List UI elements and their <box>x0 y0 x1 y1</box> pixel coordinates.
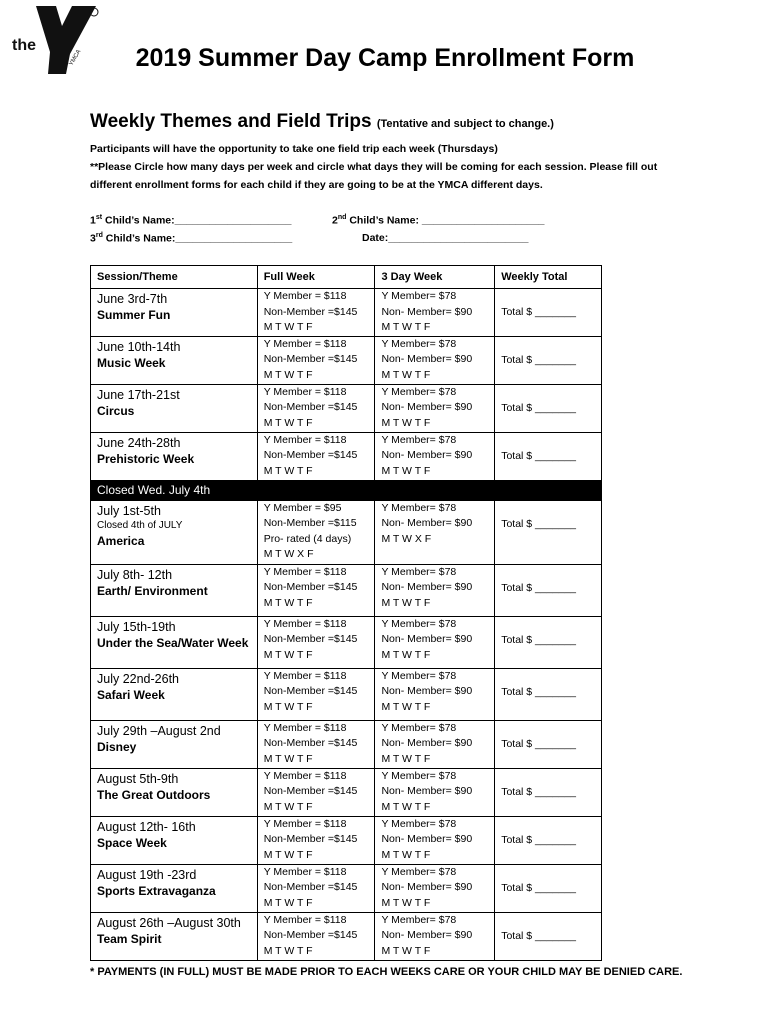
three-day-line: Non- Member= $90 <box>381 785 473 797</box>
session-date: June 24th-28th <box>97 435 181 450</box>
three-day-line: M T W T F <box>381 464 431 477</box>
session-date: June 3rd-7th <box>97 292 168 306</box>
three-day-line: Y Member= $78 <box>381 865 457 878</box>
session-date: August 5th-9th <box>97 771 179 786</box>
table-row <box>91 816 602 864</box>
weekly-total-field[interactable]: Total $ _______ <box>501 633 576 646</box>
circle-instructions: **Please Circle how many days per week and circle what days they will be coming for each session. Please fill out different enrollment forms for each child if they are going to be at the YMCA different days. <box>90 161 658 191</box>
weekly-total-field[interactable]: Total $ _______ <box>501 785 576 798</box>
three-day-line: Y Member= $78 <box>381 501 457 514</box>
closed-notice: Closed Wed. July 4th <box>91 480 258 500</box>
session-cell <box>91 616 258 668</box>
full-week-line: M T W T F <box>263 800 313 813</box>
full-week-line: Non-Member =$145 <box>263 929 358 941</box>
session-theme: Disney <box>97 739 137 754</box>
session-theme: Under the Sea/Water Week <box>97 635 249 650</box>
full-week-line: Non-Member =$145 <box>263 305 358 318</box>
three-day-cell[interactable] <box>375 816 495 864</box>
three-day-line: M T W T F <box>381 752 431 765</box>
weekly-total-cell[interactable] <box>495 564 602 616</box>
full-week-cell[interactable] <box>257 668 375 720</box>
full-week-line: Non-Member =$145 <box>263 449 358 461</box>
weekly-total-field[interactable]: Total $ _______ <box>501 353 576 366</box>
child3-name-field[interactable]: 3rd Child’s Name:____________________ <box>90 232 293 245</box>
weekly-total-field[interactable]: Total $ _______ <box>501 737 576 750</box>
full-week-line: M T W T F <box>263 464 313 477</box>
table-row <box>91 564 602 616</box>
full-week-cell[interactable] <box>257 720 375 768</box>
three-day-line: M T W T F <box>381 896 431 909</box>
session-theme: Summer Fun <box>97 308 171 322</box>
full-week-line: Y Member = $118 <box>263 913 347 926</box>
session-cell <box>91 668 258 720</box>
three-day-cell[interactable] <box>375 336 495 384</box>
session-cell <box>91 336 258 384</box>
three-day-line: Non- Member= $90 <box>381 737 473 749</box>
full-week-line: M T W T F <box>263 848 313 861</box>
session-date: July 22nd-26th <box>97 671 180 686</box>
three-day-cell[interactable] <box>375 289 495 337</box>
full-week-line: M T W T F <box>263 416 313 429</box>
weekly-total-field[interactable]: Total $ _______ <box>501 449 576 462</box>
three-day-cell[interactable] <box>375 384 495 432</box>
weekly-total-field[interactable]: Total $ _______ <box>501 833 576 846</box>
three-day-cell[interactable] <box>375 564 495 616</box>
table-row <box>91 864 602 912</box>
session-theme: Sports Extravaganza <box>97 883 216 898</box>
full-week-line: Non-Member =$145 <box>263 401 358 413</box>
session-cell <box>91 912 258 960</box>
weekly-total-cell[interactable] <box>495 289 602 337</box>
session-subnote: Closed 4th of JULY <box>97 519 183 531</box>
session-theme: Music Week <box>97 355 166 370</box>
weekly-total-cell[interactable] <box>495 384 602 432</box>
full-week-line: Y Member = $118 <box>263 865 347 878</box>
full-week-line: Y Member = $118 <box>263 769 347 782</box>
child1-name-field[interactable]: 1st Child’s Name:____________________ <box>90 214 292 227</box>
table-row <box>91 668 602 720</box>
closed-notice-row <box>91 480 602 500</box>
section-heading-text: Weekly Themes and Field Trips <box>90 111 372 132</box>
session-cell <box>91 720 258 768</box>
three-day-line: Non- Member= $90 <box>381 833 473 845</box>
weekly-total-cell[interactable] <box>495 668 602 720</box>
session-date: June 10th-14th <box>97 339 181 354</box>
three-day-line: M T W T F <box>381 596 431 609</box>
session-date: August 26th –August 30th <box>97 915 241 930</box>
session-date: June 17th-21st <box>97 387 180 402</box>
weekly-total-cell[interactable] <box>495 500 602 564</box>
three-day-cell[interactable] <box>375 668 495 720</box>
three-day-line: Y Member= $78 <box>381 669 457 682</box>
session-theme: America <box>97 533 145 548</box>
three-day-line: Y Member= $78 <box>381 433 457 446</box>
full-week-cell[interactable] <box>257 616 375 668</box>
three-day-line: Non- Member= $90 <box>381 685 473 697</box>
three-day-line: M T W T F <box>381 321 431 333</box>
full-week-line: M T W T F <box>263 700 313 713</box>
full-week-line: Y Member = $118 <box>263 337 347 350</box>
three-day-line: M T W T F <box>381 368 431 381</box>
three-day-line: M T W T F <box>381 416 431 429</box>
weekly-total-field[interactable]: Total $ _______ <box>501 401 576 414</box>
three-day-cell[interactable] <box>375 864 495 912</box>
full-week-cell[interactable] <box>257 768 375 816</box>
full-week-cell[interactable] <box>257 500 375 564</box>
three-day-line: Y Member= $78 <box>381 817 457 830</box>
three-day-line: Y Member= $78 <box>381 721 457 734</box>
weekly-total-field[interactable]: Total $ _______ <box>501 685 576 698</box>
three-day-cell[interactable] <box>375 616 495 668</box>
table-row <box>91 432 602 480</box>
three-day-line: Y Member= $78 <box>381 337 457 350</box>
date-field[interactable]: Date:________________________ <box>362 232 529 244</box>
table-row <box>91 768 602 816</box>
table-row <box>91 912 602 960</box>
weekly-total-cell[interactable] <box>495 912 602 960</box>
header-session: Session/Theme <box>91 266 258 289</box>
three-day-line: Y Member= $78 <box>381 290 457 302</box>
full-week-line: Y Member = $118 <box>263 433 347 446</box>
header-weekly-total: Weekly Total <box>495 266 602 289</box>
session-date: August 19th -23rd <box>97 867 197 882</box>
weekly-total-cell[interactable] <box>495 864 602 912</box>
weekly-total-cell[interactable] <box>495 432 602 480</box>
closed-empty-cell <box>257 480 375 500</box>
full-week-line: Y Member = $118 <box>263 721 347 734</box>
session-cell <box>91 500 258 564</box>
full-week-cell[interactable] <box>257 432 375 480</box>
weekly-total-cell[interactable] <box>495 616 602 668</box>
weekly-total-field[interactable]: Total $ _______ <box>501 881 576 894</box>
full-week-line: M T W T F <box>263 944 313 957</box>
three-day-line: Non- Member= $90 <box>381 929 473 941</box>
session-date: July 29th –August 2nd <box>97 723 221 738</box>
weekly-total-cell[interactable] <box>495 720 602 768</box>
session-theme: Space Week <box>97 835 167 850</box>
closed-empty-cell <box>495 480 602 500</box>
full-week-line: Y Member = $118 <box>263 290 347 302</box>
three-day-line: Non- Member= $90 <box>381 517 473 529</box>
full-week-line: Y Member = $118 <box>263 385 347 398</box>
full-week-line: Y Member = $95 <box>263 501 342 514</box>
logo-the-text: the <box>12 37 36 54</box>
three-day-line: Y Member= $78 <box>381 385 457 398</box>
three-day-line: Non- Member= $90 <box>381 353 473 365</box>
full-week-cell[interactable] <box>257 384 375 432</box>
header-3-day-week: 3 Day Week <box>375 266 495 289</box>
full-week-cell[interactable] <box>257 816 375 864</box>
full-week-line: M T W T F <box>263 752 313 765</box>
full-week-line: Y Member = $118 <box>263 669 347 682</box>
closed-empty-cell <box>375 480 495 500</box>
session-theme: Prehistoric Week <box>97 451 195 466</box>
table-row <box>91 336 602 384</box>
session-cell <box>91 816 258 864</box>
full-week-cell[interactable] <box>257 564 375 616</box>
three-day-line: M T W T F <box>381 944 431 957</box>
three-day-line: M T W T F <box>381 848 431 861</box>
page-title: 2019 Summer Day Camp Enrollment Form <box>135 44 635 72</box>
full-week-line: M T W T F <box>263 596 313 609</box>
full-week-line: Non-Member =$145 <box>263 353 358 365</box>
session-cell <box>91 384 258 432</box>
three-day-line: Non- Member= $90 <box>381 881 473 893</box>
section-heading <box>90 111 554 133</box>
enrollment-table <box>90 265 602 961</box>
full-week-line: Non-Member =$145 <box>263 737 358 749</box>
full-week-line: Non-Member =$145 <box>263 685 358 697</box>
three-day-line: M T W T F <box>381 700 431 713</box>
three-day-line: M T W T F <box>381 800 431 813</box>
three-day-line: Non- Member= $90 <box>381 581 473 593</box>
three-day-cell[interactable] <box>375 768 495 816</box>
logo-ymca-text: YMCA <box>68 48 83 67</box>
child2-name-field[interactable]: 2nd Child’s Name: _____________________ <box>332 214 545 227</box>
three-day-line: M T W T F <box>381 648 431 661</box>
three-day-cell[interactable] <box>375 720 495 768</box>
three-day-line: Y Member= $78 <box>381 565 457 578</box>
full-week-line: M T W T F <box>263 896 313 909</box>
full-week-line: M T W X F <box>263 548 314 560</box>
three-day-line: Y Member= $78 <box>381 769 457 782</box>
session-theme: Team Spirit <box>97 931 162 946</box>
session-cell <box>91 768 258 816</box>
full-week-line: Pro- rated (4 days) <box>263 532 352 545</box>
session-theme: The Great Outdoors <box>97 787 211 802</box>
three-day-line: Non- Member= $90 <box>381 633 473 645</box>
session-date: August 12th- 16th <box>97 819 196 834</box>
session-date: July 8th- 12th <box>97 567 173 582</box>
full-week-cell[interactable] <box>257 864 375 912</box>
weekly-total-field[interactable]: Total $ _______ <box>501 581 576 594</box>
three-day-cell[interactable] <box>375 500 495 564</box>
full-week-line: Non-Member =$115 <box>263 517 357 529</box>
session-theme: Circus <box>97 403 135 418</box>
table-header-row <box>91 266 602 289</box>
three-day-line: M T W X F <box>381 532 432 545</box>
full-week-line: Non-Member =$145 <box>263 833 358 845</box>
full-week-line: Non-Member =$145 <box>263 633 358 645</box>
session-cell <box>91 432 258 480</box>
table-row <box>91 500 602 564</box>
table-row <box>91 289 602 337</box>
session-cell <box>91 564 258 616</box>
full-week-line: M T W T F <box>263 648 313 661</box>
session-date: July 15th-19th <box>97 619 176 634</box>
session-theme: Earth/ Environment <box>97 583 208 598</box>
full-week-cell[interactable] <box>257 912 375 960</box>
three-day-line: Non- Member= $90 <box>381 401 473 413</box>
full-week-line: Non-Member =$145 <box>263 785 358 797</box>
weekly-total-cell[interactable] <box>495 816 602 864</box>
full-week-line: Non-Member =$145 <box>263 881 358 893</box>
full-week-line: M T W T F <box>263 321 313 333</box>
weekly-total-field[interactable]: Total $ _______ <box>501 306 576 318</box>
weekly-total-field[interactable]: Total $ _______ <box>501 517 576 530</box>
three-day-line: Non- Member= $90 <box>381 449 473 461</box>
weekly-total-cell[interactable] <box>495 768 602 816</box>
session-cell <box>91 289 258 337</box>
session-cell <box>91 864 258 912</box>
full-week-cell[interactable] <box>257 336 375 384</box>
full-week-line: Y Member = $118 <box>263 617 347 630</box>
weekly-total-cell[interactable] <box>495 336 602 384</box>
section-note: (Tentative and subject to change.) <box>376 118 554 130</box>
table-row <box>91 720 602 768</box>
full-week-line: M T W T F <box>263 368 313 381</box>
table-row <box>91 616 602 668</box>
field-trip-note: Participants will have the opportunity to take one field trip each week (Thursdays) <box>90 143 498 155</box>
three-day-cell[interactable] <box>375 432 495 480</box>
payment-notice: * PAYMENTS (IN FULL) MUST BE MADE PRIOR TO EACH WEEKS CARE OR YOUR CHILD MAY BE DENIED CARE. <box>90 966 683 978</box>
session-date: July 1st-5th <box>97 503 161 518</box>
three-day-cell[interactable] <box>375 912 495 960</box>
three-day-line: Y Member= $78 <box>381 913 457 926</box>
full-week-line: Non-Member =$145 <box>263 581 358 593</box>
full-week-line: Y Member = $118 <box>263 817 347 830</box>
session-theme: Safari Week <box>97 687 165 702</box>
weekly-total-field[interactable]: Total $ _______ <box>501 929 576 942</box>
full-week-line: Y Member = $118 <box>263 565 347 578</box>
three-day-line: Non- Member= $90 <box>381 305 473 318</box>
table-row <box>91 384 602 432</box>
three-day-line: Y Member= $78 <box>381 617 457 630</box>
full-week-cell[interactable] <box>257 289 375 337</box>
header-full-week: Full Week <box>257 266 375 289</box>
